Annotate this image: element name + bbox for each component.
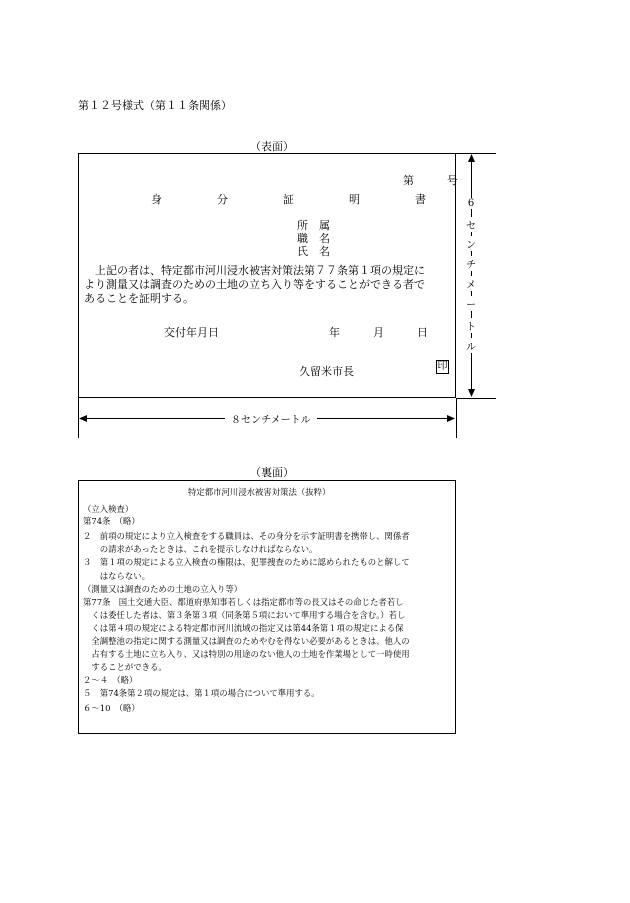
- law-line: 占有する土地に立ち入り、又は特別の用途のない他人の土地を作業場として一時使用: [83, 649, 410, 659]
- affiliation-label: 所 属: [297, 219, 330, 232]
- certification-line: あることを証明する。: [84, 292, 194, 305]
- law-line: くは委任した者は、第３条第３項（同条第５項において準用する場合を含む。）若し: [83, 610, 406, 620]
- height-dimension-char: ン: [465, 236, 477, 251]
- law-line: ３ 第１項の規定による立入検査の権限は、犯罪捜査のために認められたものと解して: [83, 557, 410, 567]
- height-dimension-char: ル: [465, 338, 477, 353]
- issue-date-label: 交付年月日: [164, 326, 219, 339]
- law-line: の請求があったときは、これを提示しなければならない。: [83, 544, 318, 554]
- seal-mark: 印: [437, 361, 448, 372]
- date-fields: 年 月 日: [329, 326, 428, 339]
- arrow-right-icon: [447, 415, 455, 422]
- law-line: ２～４ （略）: [83, 675, 138, 685]
- certification-text: [84, 264, 425, 306]
- arrow-down-icon: [468, 389, 475, 397]
- law-line: （測量又は調査のための土地の立入り等）: [83, 584, 243, 594]
- form-title: 第１２号様式（第１１条関係）: [78, 99, 232, 112]
- name-label: 氏 名: [297, 245, 330, 258]
- certification-line: より測量又は調査のための土地の立ち入り等をすることができる者で: [84, 278, 425, 291]
- position-label: 職 名: [297, 232, 330, 245]
- law-line: 第77条 国土交通大臣、都道府県知事若しくは指定都市等の長又はその命じた者若し: [83, 597, 404, 607]
- law-line: ２ 前項の規定により立入検査をする職員は、その身分を示す証明書を携帯し、関係者: [83, 531, 410, 541]
- certification-line: 上記の者は、特定都市河川浸水被害対策法第７７条第１項の規定に: [84, 264, 425, 277]
- certificate-number: 第 号: [403, 174, 458, 187]
- issuer-name: 久留米市長: [299, 365, 354, 378]
- law-line: ５ 第74条第２項の規定は、第１項の場合について準用する。: [83, 688, 320, 698]
- width-dimension-label: ８センチメートル: [225, 411, 317, 426]
- height-dimension-char: チ: [465, 256, 477, 271]
- law-line: （立入検査）: [83, 504, 134, 514]
- front-card: [78, 153, 456, 398]
- law-line: することができる。: [83, 662, 167, 672]
- law-line: 第74条 （略）: [83, 516, 140, 526]
- height-dimension-char: 6: [465, 198, 477, 209]
- arrow-left-icon: [79, 415, 87, 422]
- height-dimension-char: メ: [465, 276, 477, 291]
- height-dimension-char: セ: [465, 217, 477, 232]
- back-heading: （裏面）: [250, 466, 294, 479]
- height-dimension-char: ト: [465, 318, 477, 333]
- law-line: はならない。: [83, 571, 150, 581]
- card-title: 身 分 証 明 書: [151, 193, 426, 206]
- law-title: 特定都市河川浸水被害対策法（抜粋）: [188, 487, 331, 497]
- law-line: ６～10 （略）: [83, 703, 140, 713]
- height-dimension-char: ー: [465, 296, 477, 311]
- front-heading: （表面）: [250, 140, 294, 153]
- law-line: 全調整池の指定に関する測量又は調査のためやむを得ない必要があるときは、他人の: [83, 636, 410, 646]
- law-line: くは第４項の規定による特定都市河川流域の指定又は第44条第１項の規定による保: [83, 623, 404, 633]
- arrow-up-icon: [468, 154, 475, 162]
